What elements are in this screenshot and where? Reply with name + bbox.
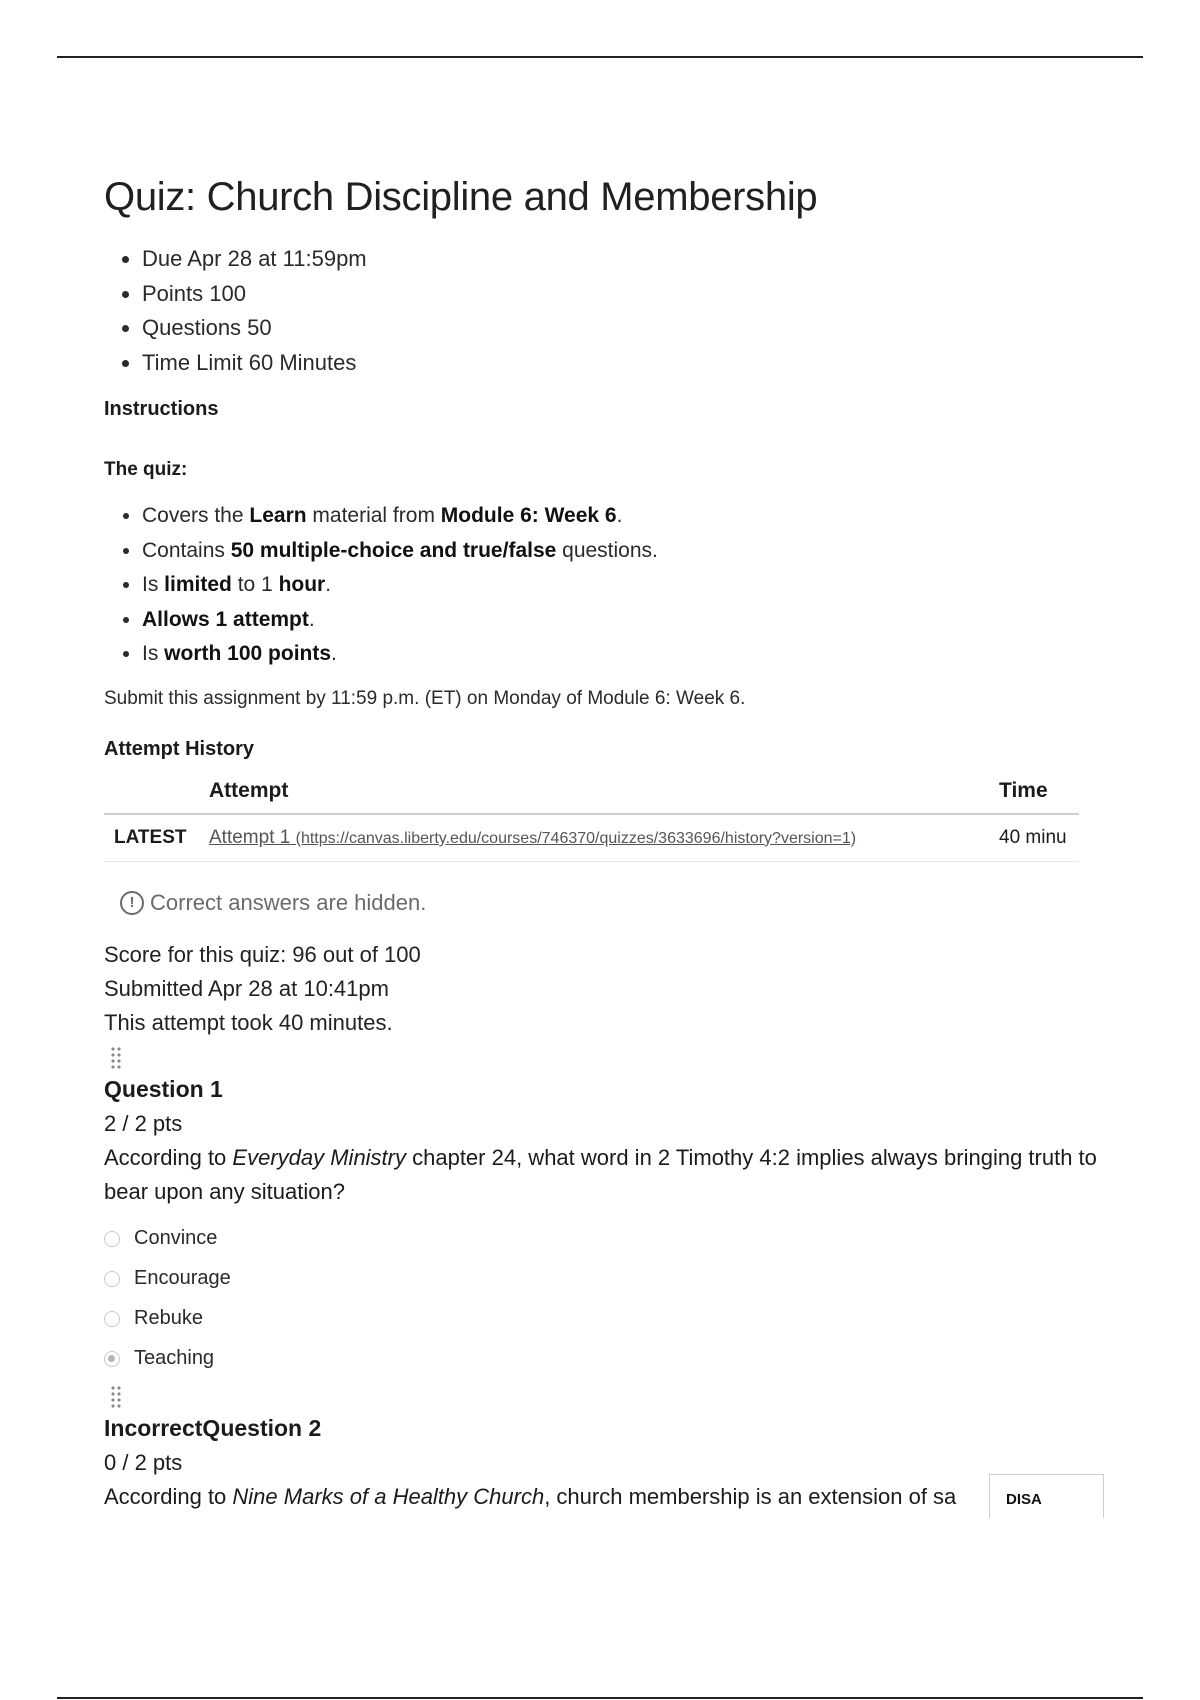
bold-text: limited bbox=[164, 573, 232, 596]
attempt-history-heading: Attempt History bbox=[104, 737, 255, 760]
header-blank bbox=[104, 773, 199, 814]
text-run: to 1 bbox=[231, 573, 279, 596]
radio-icon[interactable] bbox=[104, 1271, 120, 1287]
question-text bbox=[104, 1480, 992, 1514]
header-time: Time bbox=[989, 773, 1079, 814]
bold-text: Allows 1 attempt bbox=[142, 607, 309, 631]
answer-option[interactable] bbox=[104, 1339, 1104, 1379]
attempt-history-table bbox=[104, 773, 1079, 862]
radio-icon[interactable] bbox=[104, 1311, 120, 1327]
answer-label: Rebuke bbox=[134, 1307, 203, 1329]
quiz-meta-item: • Questions 50 bbox=[142, 311, 1104, 346]
bold-text: Module 6: Week 6 bbox=[440, 504, 617, 527]
text-run: Is bbox=[142, 573, 165, 596]
latest-tag: LATEST bbox=[104, 814, 199, 862]
answer-option[interactable] bbox=[104, 1259, 1104, 1299]
table-header-row bbox=[104, 773, 1079, 814]
question-points: 0 / 2 pts bbox=[104, 1449, 183, 1475]
bold-text: 50 multiple-choice and true/false bbox=[230, 538, 557, 562]
bottom-rule bbox=[57, 1697, 1143, 1699]
attempt-cell bbox=[199, 814, 989, 862]
attempt-time: 40 minu bbox=[989, 814, 1079, 862]
drag-handle-icon[interactable] bbox=[110, 1046, 122, 1070]
submit-note: Submit this assignment by 11:59 p.m. (ET) on Monday of Module 6: Week 6. bbox=[104, 687, 746, 709]
text-run: According to bbox=[104, 1483, 233, 1509]
text-run: questions. bbox=[556, 538, 658, 562]
table-row bbox=[104, 814, 1079, 862]
text-run: Is bbox=[142, 642, 165, 665]
bold-text: hour bbox=[278, 573, 326, 596]
text-run: material from bbox=[306, 504, 441, 527]
instructions-heading: Instructions bbox=[104, 398, 219, 420]
attempt-link-label: Attempt 1 bbox=[209, 826, 291, 848]
submitted-line: Submitted Apr 28 at 10:41pm bbox=[104, 975, 389, 1001]
question-2 bbox=[104, 1415, 1104, 1514]
italic-text: Nine Marks of a Healthy Church bbox=[232, 1483, 545, 1509]
score-line: Score for this quiz: 96 out of 100 bbox=[104, 941, 421, 967]
text-run: . bbox=[325, 573, 332, 596]
text-run: Contains bbox=[142, 538, 231, 562]
text-run: Covers the bbox=[142, 504, 250, 527]
score-summary bbox=[104, 938, 1104, 1040]
the-quiz-label: The quiz: bbox=[104, 459, 188, 480]
page-title: Quiz: Church Discipline and Membership bbox=[104, 175, 818, 219]
quiz-meta-list bbox=[104, 242, 1104, 380]
answer-option[interactable] bbox=[104, 1219, 1104, 1259]
bold-text: Learn bbox=[249, 504, 307, 527]
italic-text: Everyday Ministry bbox=[232, 1144, 406, 1170]
instruction-item bbox=[142, 568, 1104, 603]
top-rule bbox=[57, 56, 1143, 58]
quiz-meta-item: • Time Limit 60 Minutes bbox=[142, 346, 1104, 381]
drag-handle-icon[interactable] bbox=[110, 1385, 122, 1409]
instruction-item bbox=[142, 603, 1104, 638]
quiz-meta-item: • Points 100 bbox=[142, 277, 1104, 312]
instructions-list bbox=[104, 499, 1104, 672]
page-content bbox=[104, 175, 1104, 1514]
instruction-item bbox=[142, 637, 1104, 672]
question-title: IncorrectQuestion 2 bbox=[104, 1414, 322, 1441]
question-points: 2 / 2 pts bbox=[104, 1110, 183, 1136]
question-text bbox=[104, 1141, 1104, 1209]
radio-selected-icon[interactable] bbox=[104, 1351, 120, 1367]
duration-line: This attempt took 40 minutes. bbox=[104, 1009, 393, 1035]
radio-icon[interactable] bbox=[104, 1231, 120, 1247]
answer-label: Convince bbox=[134, 1227, 218, 1249]
attempt-link-url: (https://canvas.liberty.edu/courses/746370/quizzes/3633696/history?version=1) bbox=[295, 829, 857, 847]
question-title: Question 1 bbox=[104, 1075, 223, 1102]
info-icon: ! bbox=[120, 891, 144, 915]
header-attempt: Attempt bbox=[199, 773, 989, 814]
text-run: . bbox=[308, 607, 315, 631]
text-run: . bbox=[616, 504, 623, 527]
answer-list bbox=[104, 1219, 1104, 1379]
notice-text: Correct answers are hidden. bbox=[150, 889, 427, 915]
answer-option[interactable] bbox=[104, 1299, 1104, 1339]
question-1 bbox=[104, 1076, 1104, 1379]
watermark-stamp: DISA bbox=[989, 1474, 1104, 1518]
answer-label: Teaching bbox=[134, 1347, 215, 1369]
text-run: chapter 24, what word in 2 Timothy 4:2 implies always bringing truth to bear upon any situation? bbox=[104, 1144, 1097, 1204]
text-run: , church membership is an extension of sa bbox=[544, 1483, 957, 1509]
correct-answers-hidden-notice bbox=[120, 890, 1104, 916]
quiz-meta-item: • Due Apr 28 at 11:59pm bbox=[142, 242, 1104, 277]
bold-text: worth 100 points bbox=[164, 642, 332, 665]
instruction-item bbox=[142, 499, 1104, 534]
instruction-item bbox=[142, 534, 1104, 569]
text-run: . bbox=[331, 642, 337, 665]
text-run: According to bbox=[104, 1144, 233, 1170]
question-text-line bbox=[104, 1480, 1104, 1514]
answer-label: Encourage bbox=[134, 1267, 231, 1289]
attempt-1-link[interactable] bbox=[209, 827, 856, 848]
